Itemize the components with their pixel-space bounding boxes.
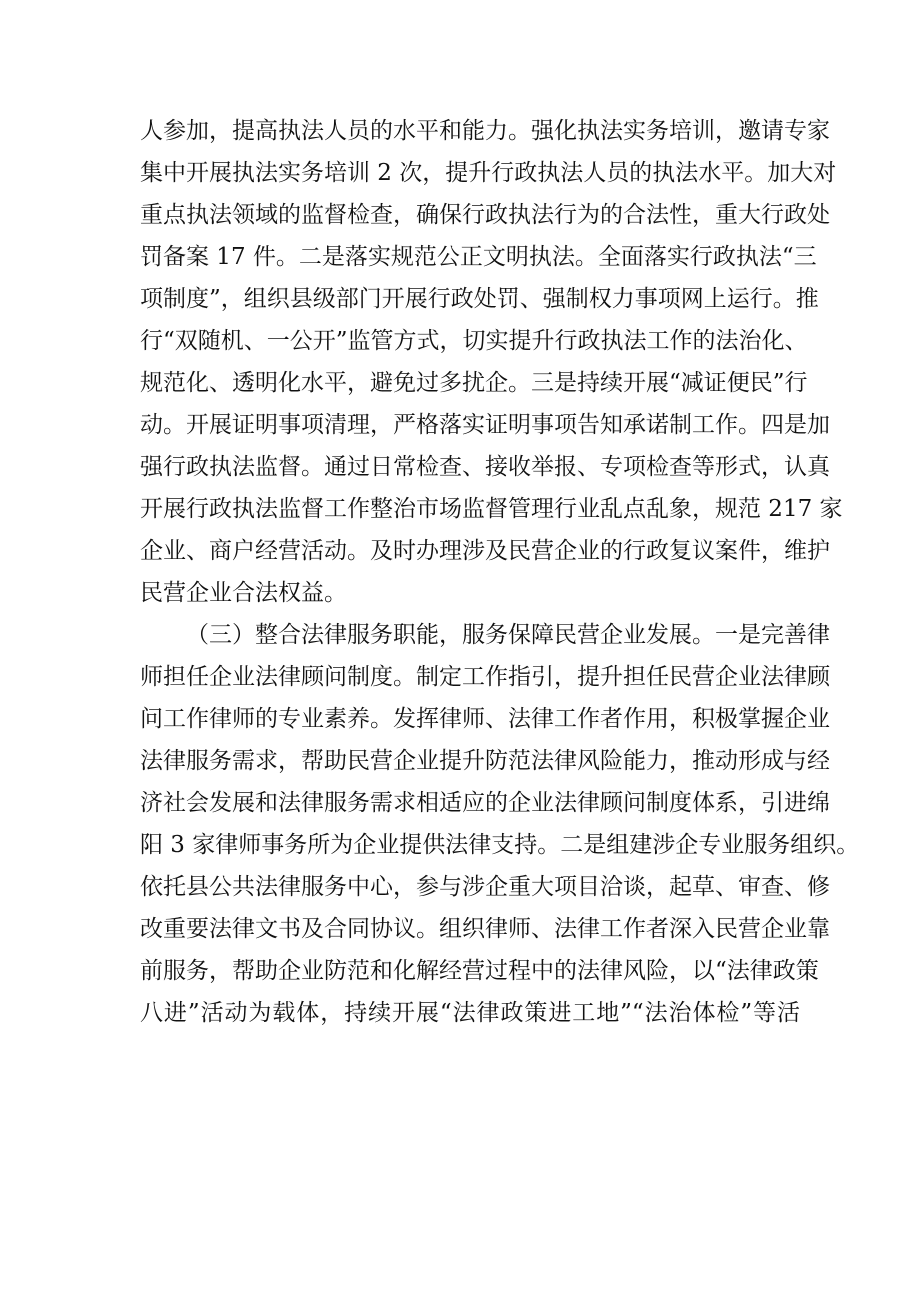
text-line: 行“双随机、一公开”监管方式，切实提升行政执法工作的法治化、 <box>140 328 808 354</box>
text-line: 济社会发展和法律服务需求相适应的企业法律顾问制度体系，引进绵 <box>140 790 830 816</box>
text-line: 项制度”，组织县级部门开展行政处罚、强制权力事项网上运行。推 <box>140 286 819 312</box>
body-text <box>140 110 860 1034</box>
paragraph-2 <box>140 614 860 1034</box>
text-line: 企业、商户经营活动。及时办理涉及民营企业的行政复议案件，维护 <box>140 538 830 564</box>
text-line: 罚备案 17 件。二是落实规范公正文明执法。全面落实行政执法“三 <box>140 244 817 270</box>
text-line: 法律服务需求，帮助民营企业提升防范法律风险能力，推动形成与经 <box>140 748 830 774</box>
text-line: 阳 3 家律师事务所为企业提供法律支持。二是组建涉企专业服务组织。 <box>140 832 860 858</box>
text-line: 民营企业合法权益。 <box>140 580 347 606</box>
text-line: 人参加，提高执法人员的水平和能力。强化执法实务培训，邀请专家 <box>140 118 830 144</box>
text-line: 开展行政执法监督工作整治市场监督管理行业乱点乱象，规范 217 家 <box>140 496 843 522</box>
text-line: 前服务，帮助企业防范和化解经营过程中的法律风险，以“法律政策 <box>140 958 819 984</box>
text-line: 集中开展执法实务培训 2 次，提升行政执法人员的执法水平。加大对 <box>140 160 837 186</box>
text-line: （三）整合法律服务职能，服务保障民营企业发展。一是完善律 <box>186 622 830 648</box>
text-line: 问工作律师的专业素养。发挥律师、法律工作者作用，积极掌握企业 <box>140 706 830 732</box>
text-line: 依托县公共法律服务中心，参与涉企重大项目洽谈，起草、审查、修 <box>140 874 830 900</box>
text-line: 八进”活动为载体，持续开展“法律政策进工地”“法治体检”等活 <box>140 1000 800 1026</box>
text-line: 重点执法领域的监督检查，确保行政执法行为的合法性，重大行政处 <box>140 202 830 228</box>
text-line: 师担任企业法律顾问制度。制定工作指引，提升担任民营企业法律顾 <box>140 664 830 690</box>
text-line: 规范化、透明化水平，避免过多扰企。三是持续开展“减证便民”行 <box>140 370 808 396</box>
text-line: 动。开展证明事项清理，严格落实证明事项告知承诺制工作。四是加 <box>140 412 830 438</box>
paragraph-1 <box>140 110 843 614</box>
text-line: 强行政执法监督。通过日常检查、接收举报、专项检查等形式，认真 <box>140 454 830 480</box>
text-line: 改重要法律文书及合同协议。组织律师、法律工作者深入民营企业靠 <box>140 916 830 942</box>
